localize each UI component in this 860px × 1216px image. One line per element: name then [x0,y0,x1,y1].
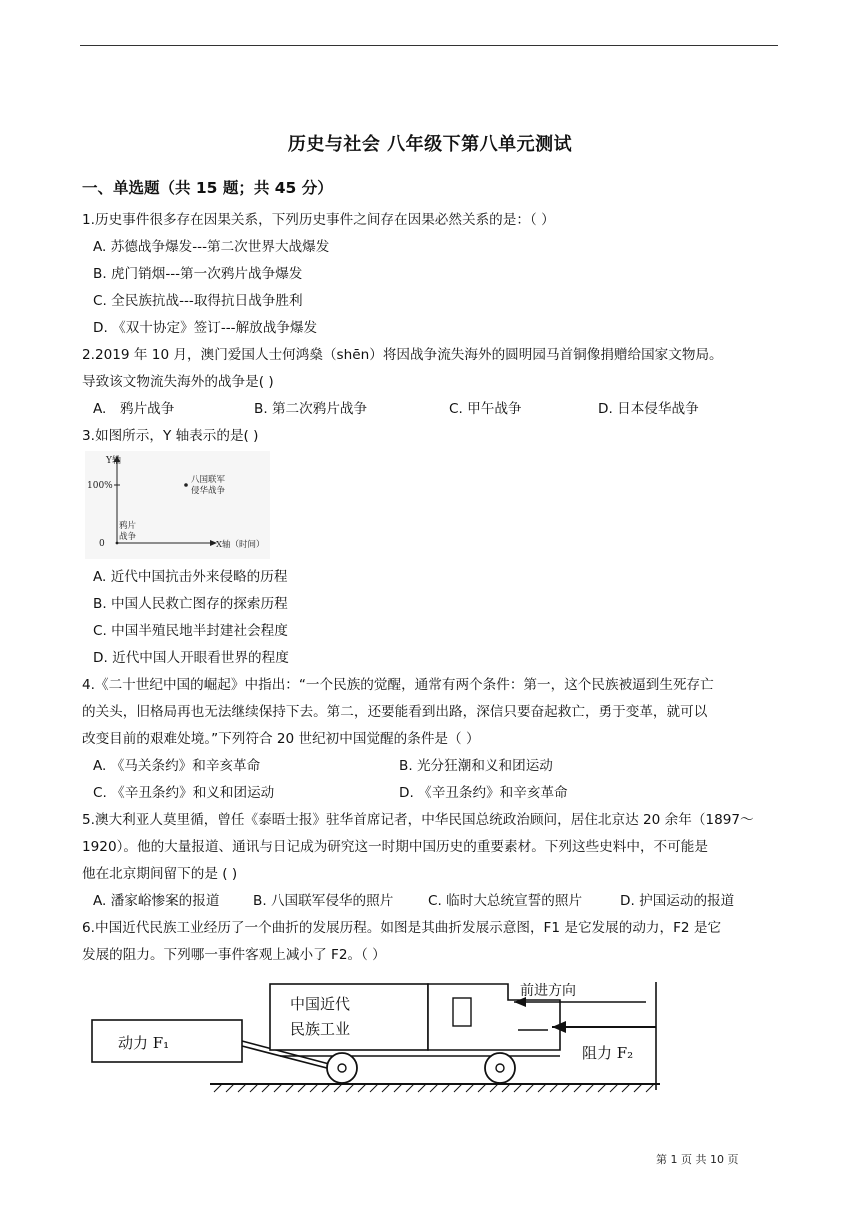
question-2-option-a: A. 鸦片战争 [93,401,175,417]
question-5-option-d: D. 护国运动的报道 [620,893,735,909]
question-4-option-b: B. 光分狂潮和义和团运动 [399,758,553,774]
question-2-option-c: C. 甲午战争 [449,401,522,417]
question-2-stem-line-1: 2.2019 年 10 月，澳门爱国人士何鸿燊（shēn）将因战争流失海外的圆明园马首铜像捐赠给国家文物局。 [82,347,723,363]
question-5-stem-line-2: 1920）。他的大量报道、通讯与日记成为研究这一时期中国历史的重要素材。下列这些史料中，不可能是 [82,839,708,855]
question-3-option-d: D. 近代中国人开眼看世界的程度 [93,650,289,666]
question-4-stem-line-2: 的关头，旧格局再也无法继续保持下去。第二，还要能看到出路，深信只要奋起救亡，勇于变革，就可以 [82,704,708,720]
origin-label-line-1: 鸦片 [119,521,137,531]
y-axis-label: Y轴 [106,456,121,466]
header-rule [80,45,778,46]
question-3-option-c: C. 中国半殖民地半封建社会程度 [93,623,288,639]
question-5-option-a: A. 潘家峪惨案的报道 [93,893,220,909]
question-4-stem-line-1: 4.《二十世纪中国的崛起》中指出：“一个民族的觉醒，通常有两个条件：第一，这个民族被逼到生死存亡 [82,677,714,693]
point-label-line-1: 八国联军 [191,475,226,485]
question-4-option-c: C. 《辛丑条约》和义和团运动 [93,785,275,801]
question-1-option-b: B. 虎门销烟---第一次鸦片战争爆发 [93,266,303,282]
page-footer [656,1151,738,1167]
y-tick-0: 0 [99,539,105,549]
direction-label: 前进方向 [520,983,576,999]
question-3-option-b: B. 中国人民救亡图存的探索历程 [93,596,288,612]
page-number: 第 1 页 共 10 页 [656,1153,739,1166]
question-1-option-a: A. 苏德战争爆发---第二次世界大战爆发 [93,239,330,255]
page-title: 历史与社会 八年级下第八单元测试 [287,134,573,155]
question-5-stem-line-3: 他在北京期间留下的是 ( ) [82,866,238,882]
question-4-stem-line-3: 改变目前的艰难处境。”下列符合 20 世纪初中国觉醒的条件是（ ） [82,731,480,747]
question-5-option-c: C. 临时大总统宣誓的照片 [428,893,583,909]
x-axis-label: X轴（时间） [216,540,265,550]
question-2-option-d: D. 日本侵华战争 [598,401,699,417]
point-label-line-2: 侵华战争 [191,486,226,496]
question-1-option-d: D. 《双十协定》签订---解放战争爆发 [93,320,318,336]
question-5-stem-line-1: 5.澳大利亚人莫里循，曾任《泰晤士报》驻华首席记者，中华民国总统政治顾问，居住北京达 20 余年（1897～ [82,812,754,828]
force-2-label: 阻力 F₂ [582,1044,634,1062]
question-4-option-a: A. 《马关条约》和辛亥革命 [93,758,261,774]
question-1-option-c: C. 全民族抗战---取得抗日战争胜利 [93,293,303,309]
question-3-stem: 3.如图所示，Y 轴表示的是( ) [82,428,259,444]
section-heading: 一、单选题（共 15 题；共 45 分） [82,179,333,197]
question-4-option-d: D. 《辛丑条约》和辛亥革命 [399,785,568,801]
cart-label-line-1: 中国近代 [290,995,351,1013]
force-1-label: 动力 F₁ [118,1034,170,1052]
industry-cart-figure [90,978,668,1096]
origin-label-line-2: 战争 [119,532,137,542]
question-6-stem-line-1: 6.中国近代民族工业经历了一个曲折的发展历程。如图是其曲折发展示意图，F1 是它发展的动力，F2 是它 [82,920,722,936]
y-tick-100: 100% [87,481,113,491]
cart-label-line-2: 民族工业 [290,1020,351,1038]
question-1-stem: 1.历史事件很多存在因果关系，下列历史事件之间存在因果必然关系的是：（ ） [82,212,555,228]
axis-figure [85,451,270,559]
question-5-option-b: B. 八国联军侵华的照片 [253,893,394,909]
question-2-stem-line-2: 导致该文物流失海外的战争是( ) [82,374,274,390]
question-3-option-a: A. 近代中国抗击外来侵略的历程 [93,569,288,585]
question-6-stem-line-2: 发展的阻力。下列哪一事件客观上减小了 F2。（ ） [82,947,386,963]
question-2-option-b: B. 第二次鸦片战争 [254,401,368,417]
